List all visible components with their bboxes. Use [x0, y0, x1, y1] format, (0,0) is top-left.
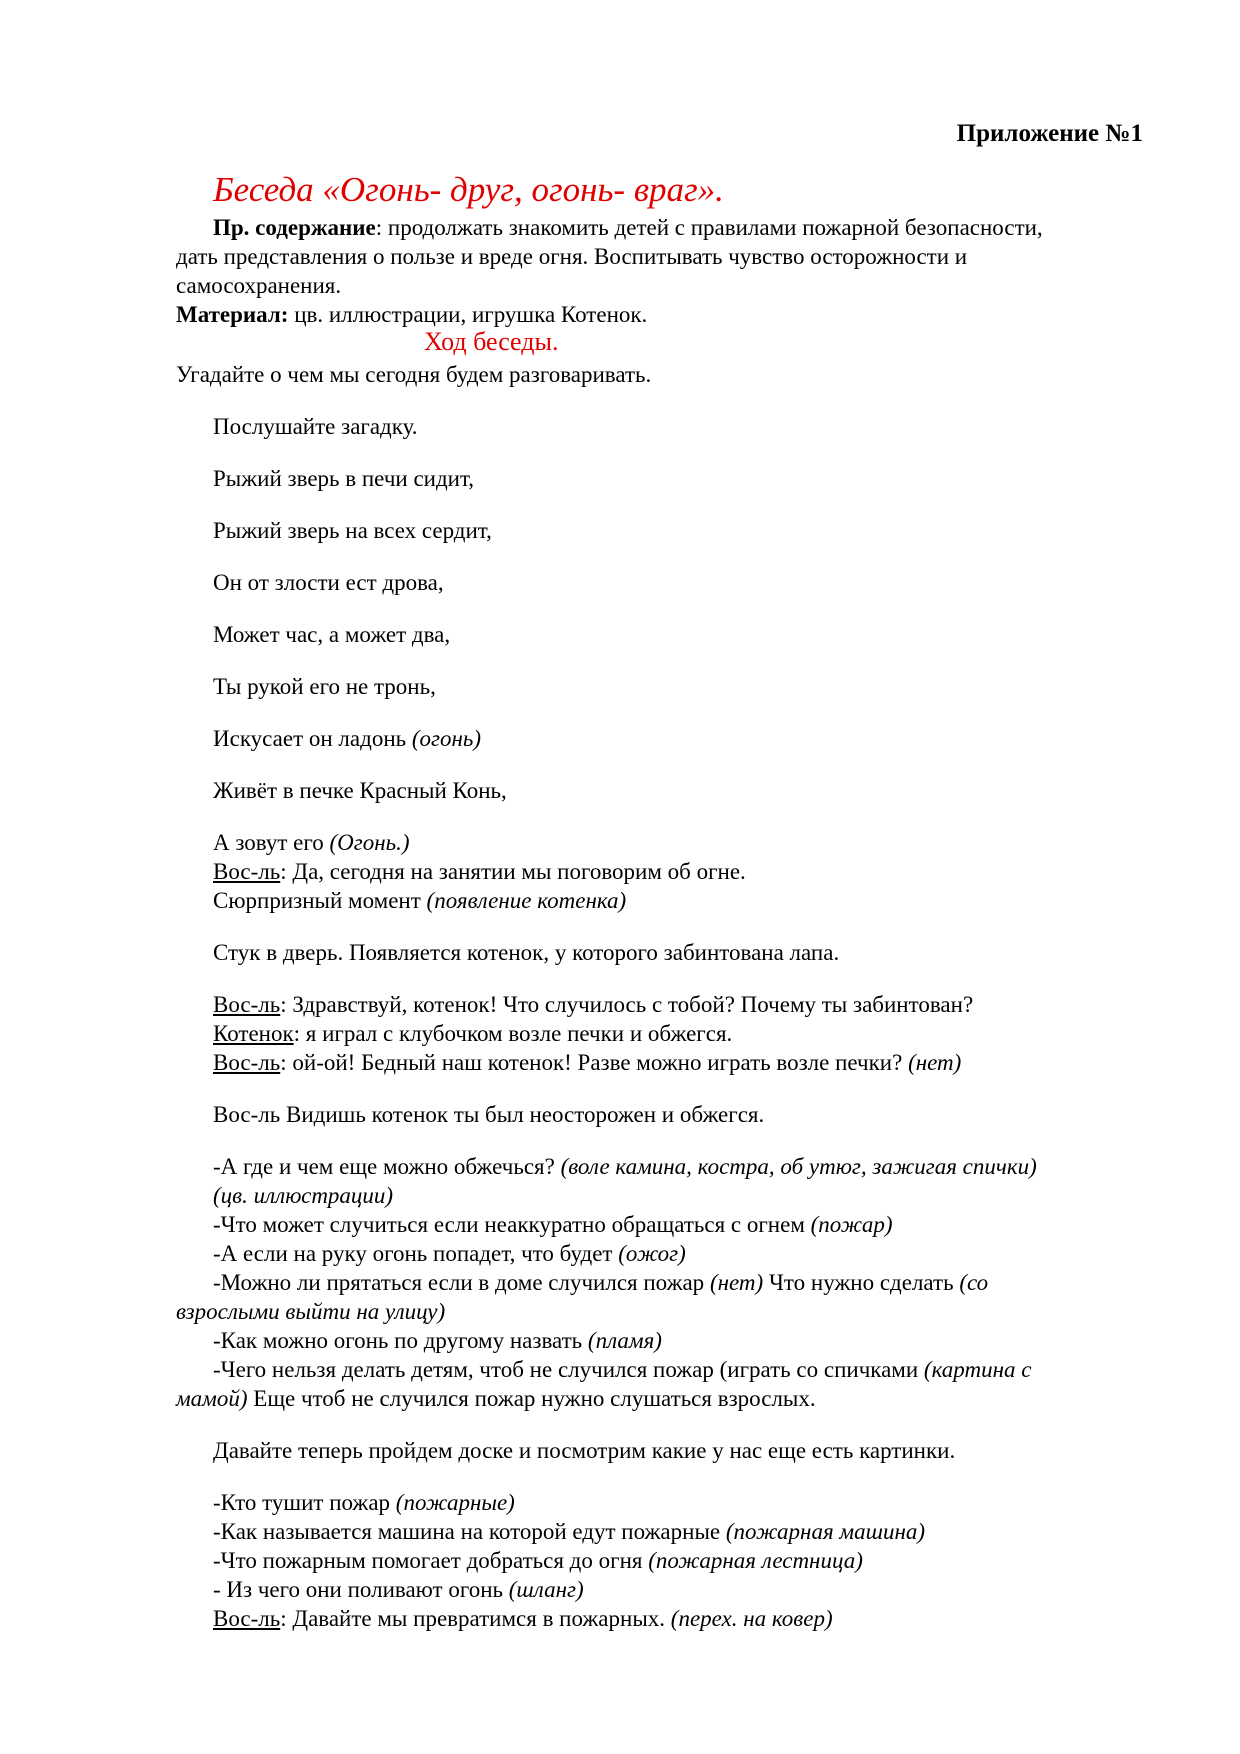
riddle-line-1: Рыжий зверь в печи сидит, [213, 466, 475, 491]
dialogue-line-1 [213, 857, 746, 886]
dialogue-text-2: : Здравствуй, котенок! Что случилось с тобой? Почему ты забинтован? [280, 992, 974, 1017]
question-1 [213, 1152, 1037, 1181]
question-5-answer: (пламя) [587, 1328, 662, 1353]
question-1-note: (цв. иллюстрации) [213, 1183, 394, 1208]
question-4-answer: (нет) [709, 1270, 764, 1295]
speaker-teacher: Вос-ль [213, 859, 281, 884]
riddle-answer-2: (Огонь.) [329, 830, 410, 855]
question-6-continuation [176, 1384, 816, 1413]
question-1-text: -А где и чем еще можно обжечься? [213, 1154, 561, 1179]
riddle-line-6-text: Искусает он ладонь [213, 726, 412, 751]
question-5 [213, 1326, 662, 1355]
question-10 [213, 1575, 584, 1604]
question-6-text: -Чего нельзя делать детям, чтоб не случился пожар (играть со спичками [213, 1357, 924, 1382]
dialogue-answer-4: (нет) [908, 1050, 962, 1075]
board-line: Давайте теперь пройдем доске и посмотрим какие у нас еще есть картинки. [213, 1438, 956, 1463]
final-line [213, 1604, 833, 1633]
question-10-answer: (шланг) [508, 1577, 584, 1602]
purpose-label: Пр. содержание [213, 215, 376, 240]
question-9 [213, 1546, 863, 1575]
riddle-line-5: Ты рукой его не тронь, [213, 674, 436, 699]
question-4-followup-answer: (со [959, 1270, 989, 1295]
appendix-label: Приложение №1 [956, 120, 1143, 147]
question-4-continuation: взрослыми выйти на улицу) [176, 1299, 446, 1324]
question-6-answer-end: мамой) [176, 1386, 248, 1411]
question-7 [213, 1488, 515, 1517]
purpose-line-2: дать представления о пользе и вреде огня. Воспитывать чувство осторожности и [176, 244, 968, 269]
course-heading: Ход беседы. [424, 327, 559, 356]
intro-line: Угадайте о чем мы сегодня будем разговаривать. [176, 362, 652, 387]
riddle-line-8 [213, 828, 410, 857]
dialogue-text-4: : ой-ой! Бедный наш котенок! Разве можно играть возле печки? [280, 1050, 909, 1075]
riddle-line-2: Рыжий зверь на всех сердит, [213, 518, 492, 543]
material-label: Материал: [176, 302, 289, 327]
surprise-text: Сюрпризный момент [213, 888, 427, 913]
riddle-answer-1: (огонь) [411, 726, 482, 751]
question-7-answer: (пожарные) [395, 1490, 515, 1515]
riddle-line-4: Может час, а может два, [213, 622, 451, 647]
dialogue-line-2 [213, 990, 973, 1019]
dialogue-line-3 [213, 1019, 732, 1048]
speaker-kitten: Котенок [213, 1021, 294, 1046]
purpose-text-1: : продолжать знакомить детей с правилами пожарной безопасности, [375, 215, 1043, 240]
question-4-followup: Что нужно сделать [763, 1270, 960, 1295]
question-6 [213, 1355, 1031, 1384]
question-9-text: -Что пожарным помогает добраться до огня [213, 1548, 649, 1573]
purpose-line-1 [213, 213, 1043, 242]
question-3-answer: (ожог) [618, 1241, 686, 1266]
riddle-line-7: Живёт в печке Красный Конь, [213, 778, 507, 803]
question-6-answer: (картина с [923, 1357, 1032, 1382]
riddle-line-8-text: А зовут его [213, 830, 330, 855]
riddle-line-6 [213, 724, 481, 753]
speaker-teacher: Вос-ль [213, 992, 281, 1017]
purpose-line-3: самосохранения. [176, 273, 342, 298]
riddle-intro: Послушайте загадку. [213, 414, 418, 439]
knock-line: Стук в дверь. Появляется котенок, у которого забинтована лапа. [213, 940, 840, 965]
question-1-answer: (воле камина, костра, об утюг, зажигая спички) [560, 1154, 1037, 1179]
question-3 [213, 1239, 686, 1268]
question-5-text: -Как можно огонь по другому назвать [213, 1328, 588, 1353]
material-line [176, 300, 647, 329]
page-title: Беседа «Огонь- друг, огонь- враг». [213, 170, 724, 209]
question-8 [213, 1517, 925, 1546]
question-3-text: -А если на руку огонь попадет, что будет [213, 1241, 619, 1266]
question-6-rule: Еще чтоб не случился пожар нужно слушаться взрослых. [247, 1386, 816, 1411]
question-10-text: - Из чего они поливают огонь [213, 1577, 509, 1602]
speaker-teacher: Вос-ль [213, 1050, 281, 1075]
question-9-answer: (пожарная лестница) [648, 1548, 863, 1573]
question-2-text: -Что может случиться если неаккуратно обращаться с огнем [213, 1212, 811, 1237]
dialogue-line-5: Вос-ль Видишь котенок ты был неосторожен и обжегся. [213, 1102, 765, 1127]
dialogue-text-1: : Да, сегодня на занятии мы поговорим об огне. [280, 859, 746, 884]
final-note: (перех. на ковер) [670, 1606, 833, 1631]
surprise-line [213, 886, 626, 915]
material-text: цв. иллюстрации, игрушка Котенок. [288, 302, 648, 327]
question-2 [213, 1210, 892, 1239]
question-4 [213, 1268, 988, 1297]
question-8-text: -Как называется машина на которой едут пожарные [213, 1519, 726, 1544]
riddle-line-3: Он от злости ест дрова, [213, 570, 444, 595]
speaker-teacher: Вос-ль [213, 1606, 281, 1631]
question-8-answer: (пожарная машина) [725, 1519, 926, 1544]
dialogue-line-4 [213, 1048, 961, 1077]
question-7-text: -Кто тушит пожар [213, 1490, 396, 1515]
surprise-note: (появление котенка) [426, 888, 627, 913]
question-2-answer: (пожар) [810, 1212, 893, 1237]
dialogue-text-3: : я играл с клубочком возле печки и обжегся. [293, 1021, 733, 1046]
question-4-text: -Можно ли прятаться если в доме случился пожар [213, 1270, 710, 1295]
final-text: : Давайте мы превратимся в пожарных. [280, 1606, 671, 1631]
